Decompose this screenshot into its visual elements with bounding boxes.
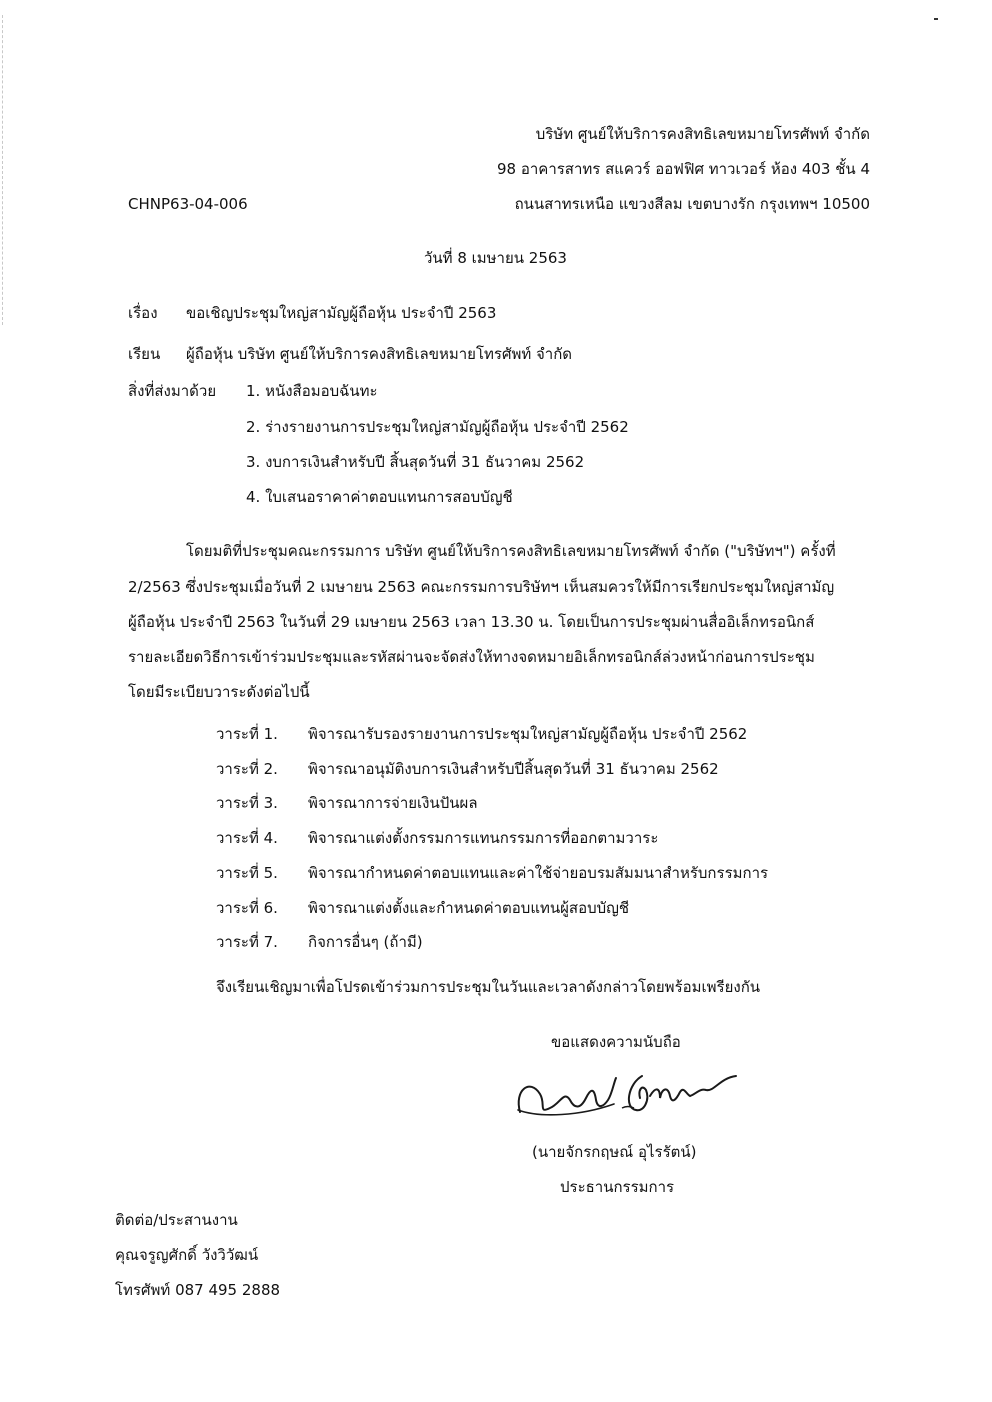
letter-date: วันที่ 8 เมษายน 2563	[424, 249, 567, 267]
body-line: 2/2563 ซึ่งประชุมเมื่อวันที่ 2 เมษายน 2563 คณะกรรมการบริษัทฯ เห็นสมควรให้มีการเรียกประชุมใหญ่สามัญ	[128, 578, 835, 596]
agenda-item	[0, 932, 992, 952]
scan-speck	[934, 18, 938, 20]
agenda-item	[0, 828, 992, 848]
signatory-name: (นายจักรกฤษณ์ อุไรรัตน์)	[532, 1143, 697, 1161]
enclosure-item: 1. หนังสือมอบฉันทะ	[246, 382, 378, 400]
contact-person: คุณจรูญศักดิ์ วังวิวัฒน์	[115, 1246, 259, 1264]
enclosures-label: สิ่งที่ส่งมาด้วย	[128, 382, 217, 400]
recipient-label: เรียน	[128, 345, 161, 363]
agenda-number: วาระที่ 4.	[216, 829, 278, 847]
enclosure-item: 3. งบการเงินสำหรับปี สิ้นสุดวันที่ 31 ธันวาคม 2562	[246, 453, 585, 471]
body-line: ผู้ถือหุ้น ประจำปี 2563 ในวันที่ 29 เมษายน 2563 เวลา 13.30 น. โดยเป็นการประชุมผ่านสื่ออิเล็กทรอนิกส์	[128, 613, 815, 631]
scan-edge-marks	[2, 15, 4, 325]
agenda-number: วาระที่ 3.	[216, 794, 278, 812]
recipient-text: ผู้ถือหุ้น บริษัท ศูนย์ให้บริการคงสิทธิเลขหมายโทรศัพท์ จำกัด	[186, 345, 573, 363]
body-line: โดยมีระเบียบวาระดังต่อไปนี้	[128, 683, 310, 701]
agenda-number: วาระที่ 1.	[216, 725, 278, 743]
company-name: บริษัท ศูนย์ให้บริการคงสิทธิเลขหมายโทรศัพท์ จำกัด	[535, 125, 870, 143]
agenda-text: พิจารณากำหนดค่าตอบแทนและค่าใช้จ่ายอบรมสัมมนาสำหรับกรรมการ	[308, 864, 769, 882]
subject-text: ขอเชิญประชุมใหญ่สามัญผู้ถือหุ้น ประจำปี 2563	[186, 304, 497, 322]
company-address-line2: ถนนสาทรเหนือ แขวงสีลม เขตบางรัก กรุงเทพฯ 10500	[514, 195, 870, 213]
agenda-number: วาระที่ 6.	[216, 899, 278, 917]
subject-label: เรื่อง	[128, 304, 158, 322]
enclosure-item: 4. ใบเสนอราคาค่าตอบแทนการสอบบัญชี	[246, 488, 513, 506]
agenda-text: พิจารณาการจ่ายเงินปันผล	[308, 794, 478, 812]
agenda-item	[0, 898, 992, 918]
handwritten-signature	[510, 1060, 750, 1126]
agenda-item	[0, 759, 992, 779]
contact-label: ติดต่อ/ประสานงาน	[115, 1211, 238, 1229]
body-line: รายละเอียดวิธีการเข้าร่วมประชุมและรหัสผ่านจะจัดส่งให้ทางจดหมายอิเล็กทรอนิกส์ล่วงหน้าก่อนการประชุม	[128, 648, 815, 666]
enclosure-item: 2. ร่างรายงานการประชุมใหญ่สามัญผู้ถือหุ้น ประจำปี 2562	[246, 418, 629, 436]
agenda-text: กิจการอื่นๆ (ถ้ามี)	[308, 933, 423, 951]
agenda-text: พิจารณาแต่งตั้งและกำหนดค่าตอบแทนผู้สอบบัญชี	[308, 899, 630, 917]
agenda-item	[0, 793, 992, 813]
salutation: ขอแสดงความนับถือ	[551, 1033, 681, 1051]
body-line: โดยมติที่ประชุมคณะกรรมการ บริษัท ศูนย์ให้บริการคงสิทธิเลขหมายโทรศัพท์ จำกัด ("บริษัทฯ") ครั้งที่	[186, 542, 836, 560]
agenda-item	[0, 724, 992, 744]
agenda-text: พิจารณารับรองรายงานการประชุมใหญ่สามัญผู้ถือหุ้น ประจำปี 2562	[308, 725, 748, 743]
agenda-number: วาระที่ 7.	[216, 933, 278, 951]
company-address-line1: 98 อาคารสาทร สแควร์ ออฟฟิศ ทาวเวอร์ ห้อง 403 ชั้น 4	[497, 160, 870, 178]
reference-number: CHNP63-04-006	[128, 195, 248, 213]
agenda-number: วาระที่ 2.	[216, 760, 278, 778]
agenda-text: พิจารณาอนุมัติงบการเงินสำหรับปีสิ้นสุดวันที่ 31 ธันวาคม 2562	[308, 760, 719, 778]
closing-text: จึงเรียนเชิญมาเพื่อโปรดเข้าร่วมการประชุมในวันและเวลาดังกล่าวโดยพร้อมเพรียงกัน	[216, 978, 761, 996]
signatory-title: ประธานกรรมการ	[560, 1178, 675, 1196]
contact-phone: โทรศัพท์ 087 495 2888	[115, 1281, 281, 1299]
agenda-item	[0, 863, 992, 883]
agenda-number: วาระที่ 5.	[216, 864, 278, 882]
agenda-text: พิจารณาแต่งตั้งกรรมการแทนกรรมการที่ออกตามวาระ	[308, 829, 659, 847]
